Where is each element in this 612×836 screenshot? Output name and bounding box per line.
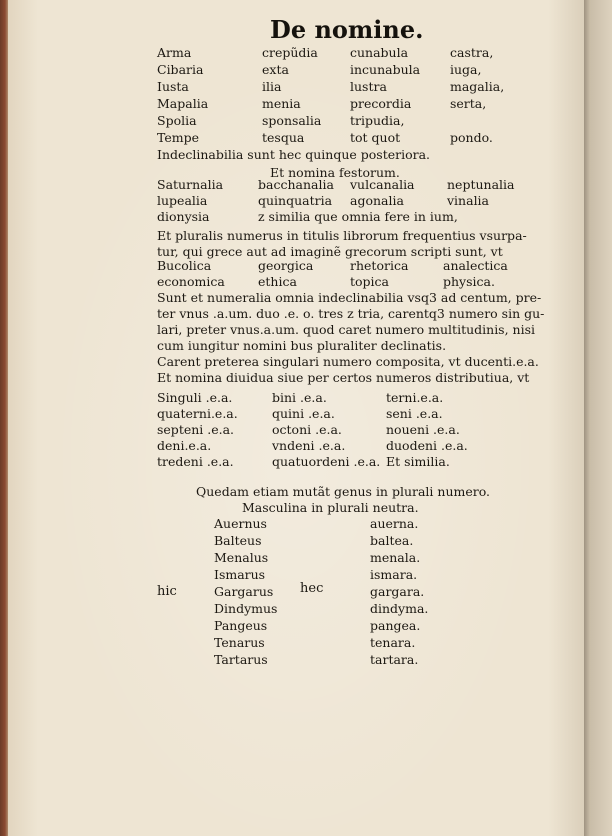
noun-cell: serta, (450, 96, 487, 111)
distributive-noun-cell: deni.e.a. (157, 438, 212, 453)
masculine-noun-cell: tenara. (370, 635, 416, 650)
book-noun-cell: rhetorica (350, 258, 409, 273)
distributive-noun-cell: septeni .e.a. (157, 422, 235, 437)
noun-cell: castra, (450, 45, 494, 60)
book-noun-cell: analectica (443, 258, 508, 273)
book-noun-cell: ethica (258, 274, 297, 289)
masculine-noun-cell: auerna. (370, 516, 419, 531)
festival-noun-cell: z similia que omnia fere in ium, (258, 209, 458, 224)
masculine-noun-cell: Tartarus (214, 652, 268, 667)
noun-cell: tesqua (262, 130, 305, 145)
distributive-noun-cell: seni .e.a. (386, 406, 443, 421)
festival-noun-cell: quinquatria (258, 193, 333, 208)
hec-label: hec (300, 581, 324, 596)
book-noun-cell: economica (157, 274, 225, 289)
masculine-noun-cell: Ismarus (214, 567, 266, 582)
masculine-noun-cell: Balteus (214, 533, 262, 548)
festival-noun-cell: lupealia (157, 193, 208, 208)
noun-cell: Mapalia (157, 96, 209, 111)
book-noun-cell: Bucolica (157, 258, 212, 273)
paragraph-numeralia-line: ter vnus .a.um. duo .e. o. tres z tria, carentq3 numero sin gu- (157, 306, 545, 321)
masculine-noun-cell: Auernus (214, 516, 267, 531)
noun-cell: magalia, (450, 79, 505, 94)
paragraph-numeralia-line: lari, preter vnus.a.um. quod caret numero multitudinis, nisi (157, 322, 536, 337)
noun-cell: crepũdia (262, 45, 318, 60)
masculine-noun-cell: pangea. (370, 618, 421, 633)
masculine-noun-cell: gargara. (370, 584, 425, 599)
adjacent-page-edge (584, 0, 612, 836)
paragraph-numeralia-line: Sunt et numeralia omnia indeclinabilia vsq3 ad centum, pre- (157, 290, 542, 305)
festival-noun-cell: bacchanalia (258, 177, 334, 192)
book-noun-cell: physica. (443, 274, 495, 289)
book-noun-cell: topica (350, 274, 390, 289)
noun-cell: iuga, (450, 62, 482, 77)
distributive-noun-cell: bini .e.a. (272, 390, 327, 405)
distributive-noun-cell: tredeni .e.a. (157, 454, 234, 469)
noun-cell: menia (262, 96, 301, 111)
noun-cell: Arma (157, 45, 192, 60)
masculine-noun-cell: tartara. (370, 652, 419, 667)
noun-cell: ilia (262, 79, 282, 94)
noun-cell: Iusta (157, 79, 189, 94)
noun-cell: Tempe (157, 130, 200, 145)
noun-cell: Spolia (157, 113, 197, 128)
paragraph-numeralia-line: Carent preterea singulari numero composita, vt ducenti.e.a. (157, 354, 539, 369)
masculine-noun-cell: Dindymus (214, 601, 278, 616)
masculine-noun-cell: Menalus (214, 550, 269, 565)
distributive-noun-cell: quatuordeni .e.a. (272, 454, 381, 469)
masculine-noun-cell: Gargarus (214, 584, 274, 599)
distributive-noun-cell: quini .e.a. (272, 406, 335, 421)
paragraph-plural-line-1: Et pluralis numerus in titulis librorum frequentius vsurpa- (157, 228, 527, 243)
festival-noun-cell: neptunalia (447, 177, 515, 192)
distributive-noun-cell: quaterni.e.a. (157, 406, 238, 421)
noun-cell: pondo. (450, 130, 493, 145)
paragraph-numeralia-line: Et nomina diuidua siue per certos numeros distributiua, vt (157, 370, 530, 385)
page-title: De nomine. (270, 15, 424, 44)
noun-cell: lustra (350, 79, 387, 94)
distributive-noun-cell: noueni .e.a. (386, 422, 460, 437)
noun-cell: incunabula (350, 62, 421, 77)
distributive-noun-cell: vndeni .e.a. (272, 438, 346, 453)
masculine-noun-cell: Pangeus (214, 618, 268, 633)
subheading-festorum: Et nomina festorum. (270, 165, 400, 180)
hic-label: hic (157, 584, 177, 599)
noun-cell: cunabula (350, 45, 409, 60)
book-noun-cell: georgica (258, 258, 314, 273)
paragraph-genus-change: Quedam etiam mutãt genus in plurali numero. (196, 484, 491, 499)
masculine-noun-cell: ismara. (370, 567, 418, 582)
masculine-noun-cell: Tenarus (214, 635, 265, 650)
noun-cell: exta (262, 62, 289, 77)
noun-cell: tot quot (350, 130, 401, 145)
masculine-noun-cell: menala. (370, 550, 421, 565)
festival-noun-cell: Saturnalia (157, 177, 224, 192)
noun-cell: tripudia, (350, 113, 405, 128)
distributive-noun-cell: Et similia. (386, 454, 450, 469)
festival-noun-cell: dionysia (157, 209, 210, 224)
paragraph-numeralia-line: cum iungitur nomini bus pluraliter declinatis. (157, 338, 447, 353)
festival-noun-cell: vinalia (447, 193, 490, 208)
masculine-noun-cell: dindyma. (370, 601, 429, 616)
masculine-noun-cell: baltea. (370, 533, 414, 548)
noun-cell: precordia (350, 96, 412, 111)
subheading-masculina: Masculina in plurali neutra. (242, 500, 419, 515)
paragraph-plural-line-2: tur, qui grece aut ad imaginẽ grecorum scripti sunt, vt (157, 244, 503, 259)
distributive-noun-cell: duodeni .e.a. (386, 438, 468, 453)
distributive-noun-cell: terni.e.a. (386, 390, 444, 405)
distributive-noun-cell: Singuli .e.a. (157, 390, 233, 405)
festival-noun-cell: agonalia (350, 193, 404, 208)
noun-cell: sponsalia (262, 113, 322, 128)
distributive-noun-cell: octoni .e.a. (272, 422, 342, 437)
festival-noun-cell: vulcanalia (350, 177, 415, 192)
noun-cell: Cibaria (157, 62, 204, 77)
paragraph-indeclinabilia: Indeclinabilia sunt hec quinque posteriora. (157, 147, 431, 162)
